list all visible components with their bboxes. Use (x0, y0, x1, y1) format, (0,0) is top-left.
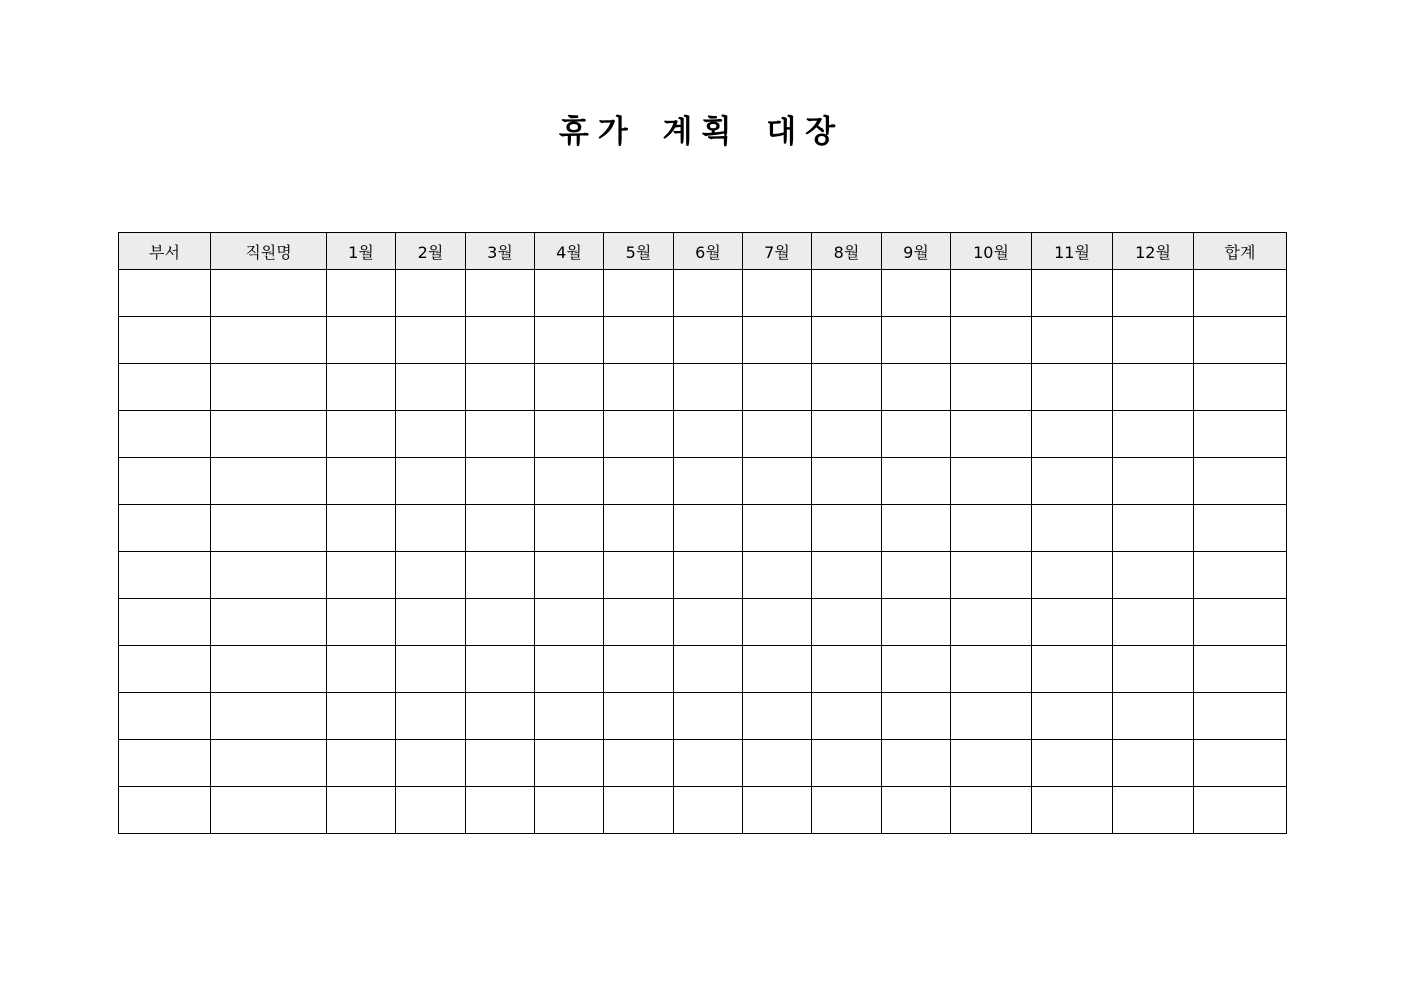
table-cell[interactable] (396, 458, 466, 505)
table-cell[interactable] (327, 552, 396, 599)
table-cell[interactable] (466, 270, 535, 317)
table-cell[interactable] (951, 458, 1032, 505)
table-cell[interactable] (674, 599, 743, 646)
table-cell[interactable] (882, 317, 951, 364)
table-cell[interactable] (604, 646, 674, 693)
table-cell[interactable] (466, 364, 535, 411)
table-cell[interactable] (743, 599, 812, 646)
table-cell[interactable] (535, 270, 604, 317)
table-cell[interactable] (466, 505, 535, 552)
table-cell[interactable] (882, 787, 951, 834)
header-total: 합계 (1194, 233, 1287, 270)
table-cell[interactable] (604, 458, 674, 505)
table-cell[interactable] (535, 599, 604, 646)
table-cell[interactable] (119, 458, 211, 505)
table-cell[interactable] (1032, 787, 1113, 834)
table-row (119, 505, 1287, 552)
table-cell[interactable] (119, 505, 211, 552)
table-cell[interactable] (1194, 740, 1287, 787)
table-cell[interactable] (812, 270, 882, 317)
table-cell[interactable] (951, 787, 1032, 834)
table-cell[interactable] (327, 599, 396, 646)
table-cell[interactable] (604, 599, 674, 646)
table-cell[interactable] (211, 411, 327, 458)
table-cell[interactable] (1032, 740, 1113, 787)
header-month-8: 8월 (812, 233, 882, 270)
table-cell[interactable] (1113, 693, 1194, 740)
table-cell[interactable] (812, 646, 882, 693)
table-cell[interactable] (396, 787, 466, 834)
table-row (119, 552, 1287, 599)
table-cell[interactable] (674, 505, 743, 552)
table-cell[interactable] (396, 646, 466, 693)
table-cell[interactable] (812, 317, 882, 364)
table-cell[interactable] (951, 364, 1032, 411)
table-cell[interactable] (1032, 646, 1113, 693)
table-cell[interactable] (604, 505, 674, 552)
header-department: 부서 (119, 233, 211, 270)
table-cell[interactable] (951, 599, 1032, 646)
table-cell[interactable] (951, 270, 1032, 317)
header-month-5: 5월 (604, 233, 674, 270)
table-cell[interactable] (951, 317, 1032, 364)
table-cell[interactable] (951, 505, 1032, 552)
table-cell[interactable] (1194, 458, 1287, 505)
table-cell[interactable] (1113, 787, 1194, 834)
table-cell[interactable] (396, 505, 466, 552)
table-cell[interactable] (327, 646, 396, 693)
table-cell[interactable] (604, 552, 674, 599)
table-cell[interactable] (1113, 646, 1194, 693)
table-cell[interactable] (882, 693, 951, 740)
table-cell[interactable] (1194, 693, 1287, 740)
table-cell[interactable] (951, 552, 1032, 599)
table-cell[interactable] (604, 787, 674, 834)
table-cell[interactable] (466, 458, 535, 505)
table-cell[interactable] (743, 364, 812, 411)
table-cell[interactable] (466, 787, 535, 834)
table-cell[interactable] (674, 646, 743, 693)
table-cell[interactable] (1113, 552, 1194, 599)
vacation-plan-table (118, 232, 1287, 834)
table-cell[interactable] (812, 552, 882, 599)
table-cell[interactable] (211, 364, 327, 411)
table-cell[interactable] (1113, 270, 1194, 317)
table-row (119, 646, 1287, 693)
table-cell[interactable] (211, 693, 327, 740)
table-cell[interactable] (327, 364, 396, 411)
table-cell[interactable] (1194, 364, 1287, 411)
table-cell[interactable] (882, 646, 951, 693)
table-cell[interactable] (211, 787, 327, 834)
table-cell[interactable] (535, 740, 604, 787)
table-cell[interactable] (1113, 458, 1194, 505)
table-cell[interactable] (743, 317, 812, 364)
table-cell[interactable] (396, 411, 466, 458)
table-cell[interactable] (535, 317, 604, 364)
table-cell[interactable] (1032, 552, 1113, 599)
table-row (119, 787, 1287, 834)
table-cell[interactable] (466, 693, 535, 740)
header-row (119, 233, 1287, 270)
table-cell[interactable] (674, 411, 743, 458)
table-cell[interactable] (604, 411, 674, 458)
header-month-11: 11월 (1032, 233, 1113, 270)
table-cell[interactable] (1032, 458, 1113, 505)
table-cell[interactable] (743, 552, 812, 599)
table-cell[interactable] (1194, 552, 1287, 599)
table-cell[interactable] (327, 317, 396, 364)
table-cell[interactable] (211, 505, 327, 552)
header-month-1: 1월 (327, 233, 396, 270)
table-cell[interactable] (882, 411, 951, 458)
header-month-6: 6월 (674, 233, 743, 270)
table-cell[interactable] (119, 364, 211, 411)
table-cell[interactable] (327, 787, 396, 834)
header-month-7: 7월 (743, 233, 812, 270)
table-cell[interactable] (812, 599, 882, 646)
table-cell[interactable] (674, 364, 743, 411)
table-cell[interactable] (674, 740, 743, 787)
table-cell[interactable] (1194, 787, 1287, 834)
table-cell[interactable] (327, 411, 396, 458)
table-cell[interactable] (396, 693, 466, 740)
header-month-4: 4월 (535, 233, 604, 270)
table-cell[interactable] (743, 505, 812, 552)
table-cell[interactable] (743, 458, 812, 505)
header-month-2: 2월 (396, 233, 466, 270)
table-cell[interactable] (535, 458, 604, 505)
table-cell[interactable] (119, 270, 211, 317)
table-cell[interactable] (396, 599, 466, 646)
table-cell[interactable] (604, 270, 674, 317)
table-cell[interactable] (535, 364, 604, 411)
table-cell[interactable] (1194, 505, 1287, 552)
table-cell[interactable] (327, 270, 396, 317)
table-cell[interactable] (1194, 411, 1287, 458)
table-cell[interactable] (882, 740, 951, 787)
table-cell[interactable] (396, 740, 466, 787)
table-cell[interactable] (119, 787, 211, 834)
table-cell[interactable] (604, 740, 674, 787)
table-cell[interactable] (882, 599, 951, 646)
table-cell[interactable] (1032, 411, 1113, 458)
table-row (119, 364, 1287, 411)
table-cell[interactable] (604, 317, 674, 364)
table-cell[interactable] (466, 599, 535, 646)
table-cell[interactable] (882, 458, 951, 505)
table-cell[interactable] (119, 411, 211, 458)
table-cell[interactable] (743, 646, 812, 693)
table-cell[interactable] (211, 458, 327, 505)
table-cell[interactable] (535, 411, 604, 458)
table-cell[interactable] (119, 646, 211, 693)
table-cell[interactable] (119, 740, 211, 787)
table-cell[interactable] (396, 270, 466, 317)
table-cell[interactable] (882, 364, 951, 411)
table-cell[interactable] (1113, 505, 1194, 552)
header-month-10: 10월 (951, 233, 1032, 270)
table-cell[interactable] (535, 693, 604, 740)
table-cell[interactable] (119, 317, 211, 364)
table-cell[interactable] (466, 740, 535, 787)
table-cell[interactable] (882, 552, 951, 599)
table-cell[interactable] (1032, 364, 1113, 411)
table-cell[interactable] (1032, 599, 1113, 646)
table-cell[interactable] (211, 646, 327, 693)
table-cell[interactable] (1194, 270, 1287, 317)
table-cell[interactable] (535, 505, 604, 552)
table-row (119, 317, 1287, 364)
table-cell[interactable] (211, 599, 327, 646)
table-cell[interactable] (812, 505, 882, 552)
table-cell[interactable] (1113, 411, 1194, 458)
table-cell[interactable] (882, 505, 951, 552)
table-cell[interactable] (1113, 599, 1194, 646)
table-cell[interactable] (674, 693, 743, 740)
table-body (119, 270, 1287, 834)
table-cell[interactable] (466, 317, 535, 364)
table-cell[interactable] (812, 740, 882, 787)
header-employee-name: 직원명 (211, 233, 327, 270)
table-cell[interactable] (211, 552, 327, 599)
table-cell[interactable] (119, 693, 211, 740)
table-cell[interactable] (812, 693, 882, 740)
table-cell[interactable] (327, 693, 396, 740)
table-cell[interactable] (535, 787, 604, 834)
table-cell[interactable] (211, 270, 327, 317)
table-cell[interactable] (743, 693, 812, 740)
table-cell[interactable] (1194, 646, 1287, 693)
table-cell[interactable] (812, 364, 882, 411)
table-cell[interactable] (812, 787, 882, 834)
table-cell[interactable] (466, 552, 535, 599)
header-month-3: 3월 (466, 233, 535, 270)
table-cell[interactable] (1113, 740, 1194, 787)
table-cell[interactable] (674, 787, 743, 834)
table-row (119, 458, 1287, 505)
table-cell[interactable] (743, 740, 812, 787)
table-cell[interactable] (211, 740, 327, 787)
table-cell[interactable] (327, 740, 396, 787)
table-cell[interactable] (211, 317, 327, 364)
table-cell[interactable] (1032, 505, 1113, 552)
table-row (119, 599, 1287, 646)
table-cell[interactable] (1032, 317, 1113, 364)
table-row (119, 411, 1287, 458)
table-cell[interactable] (743, 787, 812, 834)
table-cell[interactable] (951, 740, 1032, 787)
table-cell[interactable] (882, 270, 951, 317)
table-cell[interactable] (1032, 693, 1113, 740)
table-cell[interactable] (674, 270, 743, 317)
table-row (119, 270, 1287, 317)
header-month-9: 9월 (882, 233, 951, 270)
table-cell[interactable] (812, 411, 882, 458)
table-cell[interactable] (119, 552, 211, 599)
header-month-12: 12월 (1113, 233, 1194, 270)
table-cell[interactable] (743, 411, 812, 458)
table-cell[interactable] (119, 599, 211, 646)
table-cell[interactable] (327, 458, 396, 505)
table-cell[interactable] (535, 646, 604, 693)
table-cell[interactable] (812, 458, 882, 505)
table-cell[interactable] (327, 505, 396, 552)
table-cell[interactable] (951, 693, 1032, 740)
table-cell[interactable] (951, 411, 1032, 458)
table-cell[interactable] (674, 458, 743, 505)
table-cell[interactable] (396, 364, 466, 411)
table-cell[interactable] (743, 270, 812, 317)
table-cell[interactable] (1032, 270, 1113, 317)
table-cell[interactable] (951, 646, 1032, 693)
table-cell[interactable] (396, 552, 466, 599)
table-cell[interactable] (1113, 364, 1194, 411)
table-cell[interactable] (604, 693, 674, 740)
table-cell[interactable] (604, 364, 674, 411)
table-cell[interactable] (396, 317, 466, 364)
table-cell[interactable] (1194, 599, 1287, 646)
table-cell[interactable] (466, 646, 535, 693)
table-cell[interactable] (1113, 317, 1194, 364)
page-title: 휴가 계획 대장 (558, 114, 845, 150)
table-cell[interactable] (535, 552, 604, 599)
table-cell[interactable] (466, 411, 535, 458)
table-cell[interactable] (1194, 317, 1287, 364)
table-cell[interactable] (674, 317, 743, 364)
table-row (119, 740, 1287, 787)
table-row (119, 693, 1287, 740)
table-cell[interactable] (674, 552, 743, 599)
